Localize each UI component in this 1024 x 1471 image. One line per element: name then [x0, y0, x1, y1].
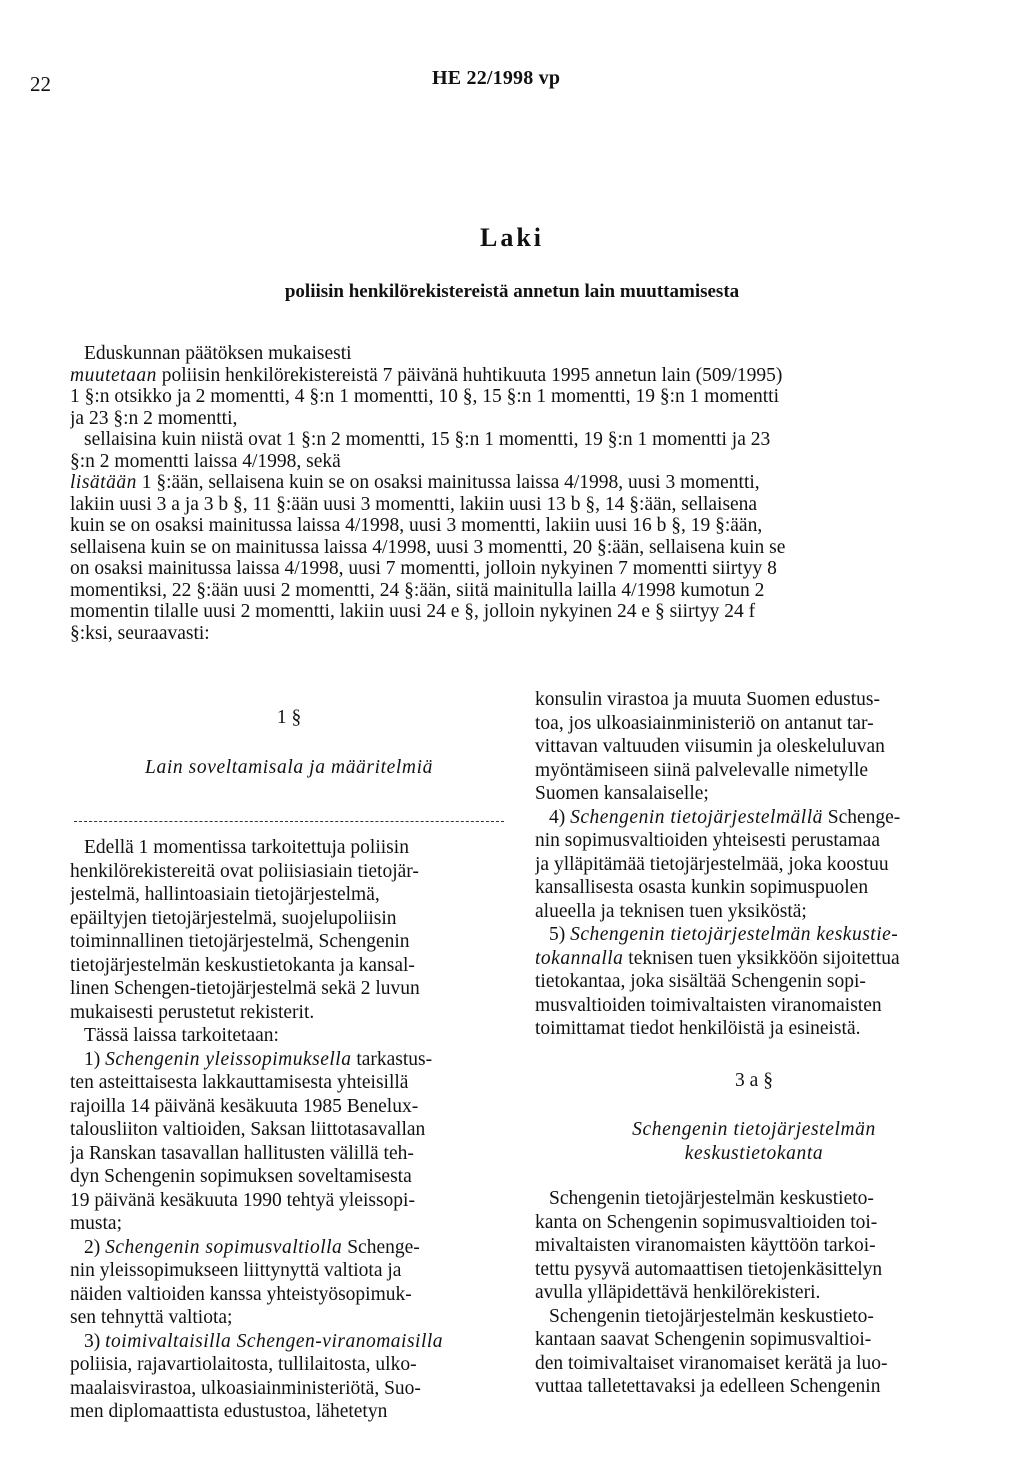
- paragraph-line: toiminnallinen tietojärjestelmä, Schengenin: [70, 931, 410, 952]
- preamble-line: Eduskunnan päätöksen mukaisesti: [84, 343, 352, 364]
- item-text: Schenge-: [347, 1236, 420, 1258]
- section-heading: Lain soveltamisala ja määritelmiä: [145, 756, 433, 778]
- law-title: Laki: [479, 223, 545, 252]
- paragraph-line: Suomen kansalaiselle;: [535, 783, 709, 804]
- preamble-line-rest: 1 §:ään, sellaisena kuin se on osaksi mainitussa laissa 4/1998, uusi 3 momentti,: [141, 472, 760, 493]
- paragraph-line: mivaltaisten viranomaisten käyttöön tarkoi-: [535, 1235, 876, 1256]
- paragraph-line: talousliiton valtioiden, Saksan liittotasavallan: [70, 1119, 426, 1140]
- paragraph-line: henkilörekistereitä ovat poliisiasiain tietojär-: [70, 860, 419, 882]
- paragraph-line: ja Ranskan tasavallan hallitusten välillä teh-: [70, 1142, 414, 1164]
- paragraph-line: tettu pysyvä automaattisen tietojenkäsittelyn: [535, 1258, 883, 1280]
- paragraph-line: Edellä 1 momentissa tarkoitettuja poliisin: [84, 837, 409, 858]
- preamble: [70, 343, 960, 644]
- definition-item-5-cont: [535, 947, 973, 971]
- paragraph-line: rajoilla 14 päivänä kesäkuuta 1985 Benelux-: [70, 1095, 419, 1117]
- paragraph-line: avulla ylläpidettävä henkilörekisteri.: [535, 1282, 821, 1303]
- paragraph-line: tietokantaa, joka sisältää Schengenin sopi-: [535, 971, 866, 992]
- defined-term: Schengenin tietojärjestelmän keskustie-: [570, 924, 899, 945]
- item-text: tarkastus-: [356, 1048, 433, 1070]
- item-number: 3): [84, 1330, 101, 1352]
- defined-term: Schengenin yleissopimuksella: [105, 1048, 352, 1070]
- preamble-line: momentiksi, 22 §:ään uusi 2 momentti, 24 §:ään, siitä mainitulla lailla 4/1998 kumotun 2: [70, 579, 765, 601]
- preamble-line: §:n 2 momentti laissa 4/1998, sekä: [70, 450, 341, 472]
- paragraph-line: ten asteittaisesta lakkauttamisesta yhteisillä: [70, 1072, 409, 1093]
- paragraph-line: men diplomaattista edustustoa, lähetetyn: [70, 1401, 388, 1422]
- paragraph-line: tietojärjestelmän keskustietokanta ja kansal-: [70, 954, 415, 976]
- preamble-line: §:ksi, seuraavasti:: [70, 622, 210, 644]
- definition-item-4: [535, 806, 973, 830]
- preamble-keyword-muutetaan: muutetaan: [70, 364, 157, 386]
- defined-term: Schengenin sopimusvaltiolla: [105, 1236, 343, 1258]
- paragraph-line: dyn Schengenin sopimuksen soveltamisesta: [70, 1166, 412, 1187]
- paragraph-line: 19 päivänä kesäkuuta 1990 tehtyä yleissopi-: [70, 1189, 415, 1211]
- paragraph-line: myöntämiseen siinä palvelevalle nimetylle: [535, 759, 869, 781]
- omission-dashes: [74, 821, 504, 822]
- paragraph-line: vittavan valtuuden viisumin ja oleskeluluvan: [535, 736, 885, 757]
- right-column: [535, 688, 973, 1399]
- paragraph-line: kantaan saavat Schengenin sopimusvaltioi-: [535, 1329, 872, 1350]
- paragraph-line: poliisia, rajavartiolaitosta, tullilaitosta, ulko-: [70, 1354, 417, 1375]
- definition-item-2: [70, 1236, 508, 1260]
- paragraph-line: linen Schengen-tietojärjestelmä sekä 2 luvun: [70, 978, 420, 999]
- preamble-line: [70, 472, 960, 494]
- paragraph-line: kanta on Schengenin sopimusvaltioiden toi-: [535, 1211, 878, 1233]
- paragraph-line: den toimivaltaiset viranomaiset kerätä ja luo-: [535, 1352, 888, 1374]
- paragraph-line: musta;: [70, 1213, 122, 1234]
- paragraph-line: maalaisvirastoa, ulkoasiainministeriötä, Suo-: [70, 1377, 421, 1399]
- preamble-line: momentin tilalle uusi 2 momentti, lakiin uusi 24 e §, jolloin nykyinen 24 e § siirtyy 24 f: [70, 601, 756, 622]
- preamble-line-rest: poliisin henkilörekistereistä 7 päivänä huhtikuuta 1995 annetun lain (509/1995): [161, 364, 783, 386]
- preamble-line: sellaisena kuin se on mainitussa laissa 4/1998, uusi 3 momentti, 20 §:ään, sellaisena kuin se: [70, 536, 786, 558]
- defined-term: tokannalla: [535, 947, 624, 969]
- defined-term: toimivaltaisilla Schengen-viranomaisilla: [105, 1330, 444, 1352]
- section-number: 3 a §: [735, 1069, 773, 1091]
- section-number: 1 §: [276, 707, 302, 728]
- paragraph-line: jestelmä, hallintoasiain tietojärjestelmä,: [70, 884, 380, 905]
- item-text: Schenge-: [827, 806, 901, 828]
- paragraph-line: Tässä laissa tarkoitetaan:: [84, 1025, 279, 1046]
- paragraph-line: musvaltioiden toimivaltaisten viranomaisten: [535, 994, 882, 1016]
- item-number: 1): [84, 1048, 101, 1070]
- paragraph-line: konsulin virastoa ja muuta Suomen edustus-: [535, 689, 881, 710]
- preamble-keyword-lisataan: lisätään: [70, 472, 137, 493]
- paragraph-line: epäiltyjen tietojärjestelmä, suojelupoliisin: [70, 907, 397, 929]
- paragraph-line: nin yleissopimukseen liittynyttä valtiota ja: [70, 1260, 402, 1281]
- left-column: [70, 688, 508, 1424]
- item-number: 5): [549, 924, 566, 945]
- page-number: 22: [30, 72, 51, 96]
- definition-item-1: [70, 1048, 508, 1072]
- preamble-line: 1 §:n otsikko ja 2 momentti, 4 §:n 1 momentti, 10 §, 15 §:n 1 momentti, 19 §:n 1 momentti: [70, 386, 780, 407]
- paragraph-line: ja ylläpitämää tietojärjestelmää, joka koostuu: [535, 853, 889, 875]
- document-id: HE 22/1998 vp: [432, 67, 561, 89]
- defined-term: Schengenin tietojärjestelmällä: [570, 806, 823, 828]
- preamble-line: [70, 365, 960, 387]
- item-number: 2): [84, 1236, 101, 1258]
- paragraph-line: alueella ja teknisen tuen yksiköstä;: [535, 900, 807, 922]
- paragraph-line: kansallisesta osasta kunkin sopimuspuolen: [535, 877, 869, 898]
- item-text: teknisen tuen yksikköön sijoitettua: [628, 947, 900, 969]
- law-subtitle: poliisin henkilörekistereistä annetun lain muuttamisesta: [284, 281, 740, 302]
- section-heading: Schengenin tietojärjestelmän: [632, 1119, 876, 1140]
- paragraph-line: nin sopimusvaltioiden yhteisesti perustamaa: [535, 830, 880, 851]
- paragraph-line: Schengenin tietojärjestelmän keskustieto-: [549, 1188, 874, 1209]
- preamble-line: on osaksi mainitussa laissa 4/1998, uusi 7 momentti, jolloin nykyinen 7 momentti siirtyy 8: [70, 558, 777, 579]
- paragraph-line: toimittamat tiedot henkilöistä ja esineistä.: [535, 1018, 861, 1039]
- preamble-line: ja 23 §:n 2 momentti,: [70, 407, 238, 429]
- preamble-line: sellaisina kuin niistä ovat 1 §:n 2 momentti, 15 §:n 1 momentti, 19 §:n 1 momentti ja 23: [84, 429, 771, 450]
- item-number: 4): [549, 806, 566, 828]
- preamble-line: kuin se on osaksi mainitussa laissa 4/1998, uusi 3 momentti, lakiin uusi 16 b §, 19 §:ään,: [70, 515, 763, 536]
- definition-item-3: [70, 1330, 508, 1354]
- section-heading: keskustietokanta: [684, 1142, 824, 1164]
- paragraph-line: mukaisesti perustetut rekisterit.: [70, 1001, 315, 1023]
- paragraph-line: Schengenin tietojärjestelmän keskustieto-: [549, 1305, 874, 1327]
- paragraph-line: toa, jos ulkoasiainministeriö on antanut tar-: [535, 712, 874, 734]
- paragraph-line: vuttaa talletettavaksi ja edelleen Schengenin: [535, 1376, 881, 1397]
- definition-item-5: [535, 923, 973, 947]
- paragraph-line: näiden valtioiden kanssa yhteistyösopimuk-: [70, 1283, 412, 1305]
- paragraph-line: sen tehnyttä valtiota;: [70, 1307, 233, 1328]
- preamble-line: lakiin uusi 3 a ja 3 b §, 11 §:ään uusi 3 momentti, lakiin uusi 13 b §, 14 §:ään, sellaisena: [70, 493, 758, 515]
